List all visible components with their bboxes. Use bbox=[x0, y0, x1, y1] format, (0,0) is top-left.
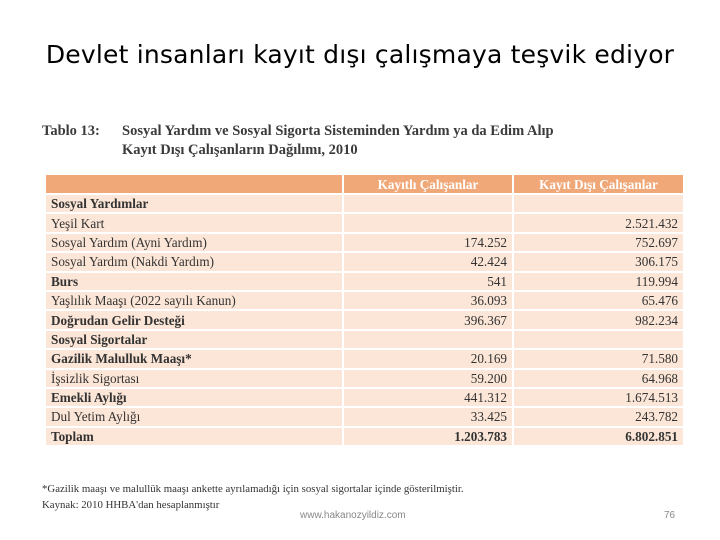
row-kayitli: 1.203.783 bbox=[343, 427, 513, 446]
header-kayitdisi: Kayıt Dışı Çalışanlar bbox=[513, 174, 684, 194]
row-kayitli: 396.367 bbox=[343, 310, 513, 329]
row-label: İşsizlik Sigortası bbox=[45, 369, 343, 388]
row-kayitdisi: 119.994 bbox=[513, 272, 684, 291]
row-label: Yaşlılık Maaşı (2022 sayılı Kanun) bbox=[45, 291, 343, 310]
row-kayitli bbox=[343, 213, 513, 232]
table-row bbox=[45, 252, 684, 271]
header-kayitli: Kayıtlı Çalışanlar bbox=[343, 174, 513, 194]
source-text: Kaynak: 2010 HHBA'dan hesaplanmıştır bbox=[42, 499, 220, 511]
row-kayitdisi: 6.802.851 bbox=[513, 427, 684, 446]
row-label: Sosyal Sigortalar bbox=[45, 330, 343, 349]
table-row bbox=[45, 213, 684, 232]
row-label: Dul Yetim Aylığı bbox=[45, 407, 343, 426]
table-row bbox=[45, 272, 684, 291]
row-kayitli: 20.169 bbox=[343, 349, 513, 368]
row-kayitdisi: 306.175 bbox=[513, 252, 684, 271]
row-kayitli: 42.424 bbox=[343, 252, 513, 271]
table-row bbox=[45, 310, 684, 329]
caption-label: Tablo 13: bbox=[42, 123, 100, 139]
row-kayitdisi: 982.234 bbox=[513, 310, 684, 329]
row-label: Emekli Aylığı bbox=[45, 388, 343, 407]
table-header-row bbox=[45, 174, 684, 194]
row-kayitdisi: 752.697 bbox=[513, 233, 684, 252]
row-kayitdisi: 65.476 bbox=[513, 291, 684, 310]
row-label: Sosyal Yardım (Ayni Yardım) bbox=[45, 233, 343, 252]
row-kayitli: 174.252 bbox=[343, 233, 513, 252]
row-label: Toplam bbox=[45, 427, 343, 446]
row-label: Yeşil Kart bbox=[45, 213, 343, 232]
row-kayitli: 36.093 bbox=[343, 291, 513, 310]
slide-title: Devlet insanları kayıt dışı çalışmaya teşvik ediyor bbox=[45, 40, 675, 69]
page-number: 76 bbox=[664, 510, 676, 521]
table-row-section bbox=[45, 330, 684, 349]
row-label: Sosyal Yardımlar bbox=[45, 194, 343, 213]
row-kayitdisi: 243.782 bbox=[513, 407, 684, 426]
row-kayitli bbox=[343, 330, 513, 349]
caption-line-1: Sosyal Yardım ve Sosyal Sigorta Sisteminden Yardım ya da Edim Alıp bbox=[122, 123, 554, 139]
row-kayitli: 59.200 bbox=[343, 369, 513, 388]
row-kayitli: 541 bbox=[343, 272, 513, 291]
row-kayitdisi: 2.521.432 bbox=[513, 213, 684, 232]
table-row bbox=[45, 349, 684, 368]
table-row-total bbox=[45, 427, 684, 446]
table-row bbox=[45, 407, 684, 426]
row-kayitdisi: 71.580 bbox=[513, 349, 684, 368]
footnote-text: *Gazilik maaşı ve malullük maaşı ankette ayrılamadığı için sosyal sigortalar içinde gösterilmiştir. bbox=[42, 483, 464, 495]
row-kayitli: 441.312 bbox=[343, 388, 513, 407]
table-row bbox=[45, 369, 684, 388]
table-caption bbox=[42, 122, 692, 160]
caption-line-2: Kayıt Dışı Çalışanların Dağılımı, 2010 bbox=[122, 142, 358, 158]
table-row-section bbox=[45, 194, 684, 213]
row-kayitdisi bbox=[513, 194, 684, 213]
data-table bbox=[44, 173, 685, 447]
row-kayitdisi bbox=[513, 330, 684, 349]
row-kayitli bbox=[343, 194, 513, 213]
row-label: Doğrudan Gelir Desteği bbox=[45, 310, 343, 329]
row-kayitdisi: 1.674.513 bbox=[513, 388, 684, 407]
table-footnote bbox=[42, 481, 692, 513]
site-url: www.hakanozyildiz.com bbox=[300, 510, 406, 521]
table-row bbox=[45, 291, 684, 310]
row-kayitdisi: 64.968 bbox=[513, 369, 684, 388]
row-label: Burs bbox=[45, 272, 343, 291]
table-row bbox=[45, 388, 684, 407]
table-row bbox=[45, 233, 684, 252]
row-label: Gazilik Malulluk Maaşı* bbox=[45, 349, 343, 368]
row-label: Sosyal Yardım (Nakdi Yardım) bbox=[45, 252, 343, 271]
row-kayitli: 33.425 bbox=[343, 407, 513, 426]
header-blank bbox=[45, 174, 343, 194]
